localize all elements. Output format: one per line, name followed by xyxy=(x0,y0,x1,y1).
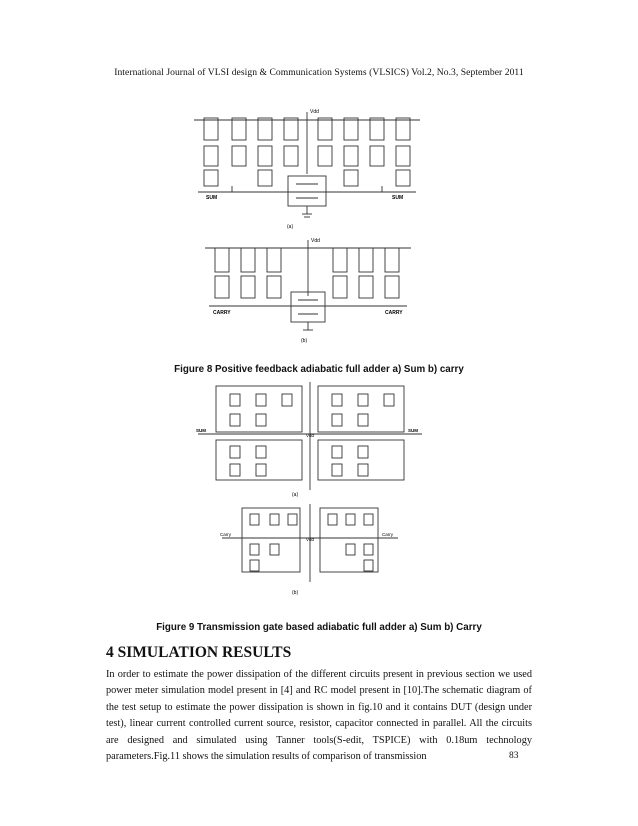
fig9b-left-output-label: Carry xyxy=(220,532,231,537)
figure-9a-svg xyxy=(194,378,426,498)
fig9a-right-output-label: SUM xyxy=(408,428,418,433)
figure-8-caption: Figure 8 Positive feedback adiabatic full adder a) Sum b) carry xyxy=(174,364,464,375)
figure-9b-schematic xyxy=(218,502,402,600)
fig8b-vdd-label: Vdd xyxy=(311,238,320,244)
figure-8b-schematic xyxy=(203,234,413,346)
left-pmos-bank xyxy=(204,118,298,186)
figure-9b-svg xyxy=(218,502,402,600)
page-number: 83 xyxy=(509,751,519,761)
right-pmos-bank xyxy=(318,118,410,186)
running-header: International Journal of VLSI design & Communication Systems (VLSICS) Vol.2, No.3, September 2011 xyxy=(114,67,524,78)
figure-8a-svg xyxy=(192,104,422,232)
fig9b-vdd-label: Vdd xyxy=(306,537,315,542)
fig9a-sublabel: (a) xyxy=(292,492,299,498)
figure-9-caption: Figure 9 Transmission gate based adiabatic full adder a) Sum b) Carry xyxy=(156,622,482,633)
body-paragraph: In order to estimate the power dissipation of the different circuits present in previous section we used power meter simulation model present in [4] and RC model present in [10].The schematic diagram of the test setup to estimate the power dissipation is shown in fig.10 and it contains DUT (design under test), linear current controlled current source, resistor, capacitor connected in parallel. All the circuits are designed and simulated using Tanner tools(S-edit, TSPICE) with 0.18um technology parameters.Fig.11 shows the simulation results of comparison of transmission xyxy=(106,669,532,763)
fig8b-sublabel: (b) xyxy=(301,338,308,344)
fig8a-left-output-label: SUM xyxy=(206,195,218,201)
fig8b-left-output-label: CARRY xyxy=(213,310,231,316)
fig9a-left-output-label: SUM xyxy=(196,428,206,433)
fig8a-sublabel: (a) xyxy=(287,224,294,230)
fig8a-vdd-label: Vdd xyxy=(310,109,319,115)
figure-9a-schematic xyxy=(194,378,426,498)
fig9a-vdd-label: Vdd xyxy=(306,433,315,438)
fig8b-right-output-label: CARRY xyxy=(385,310,403,316)
fig9b-right-output-label: Carry xyxy=(382,532,393,537)
fig8a-right-output-label: SUM xyxy=(392,195,404,201)
figure-8a-schematic xyxy=(192,104,422,232)
section-heading: 4 SIMULATION RESULTS xyxy=(106,644,292,661)
fig9b-sublabel: (b) xyxy=(292,590,299,596)
figure-8b-svg xyxy=(203,234,413,346)
